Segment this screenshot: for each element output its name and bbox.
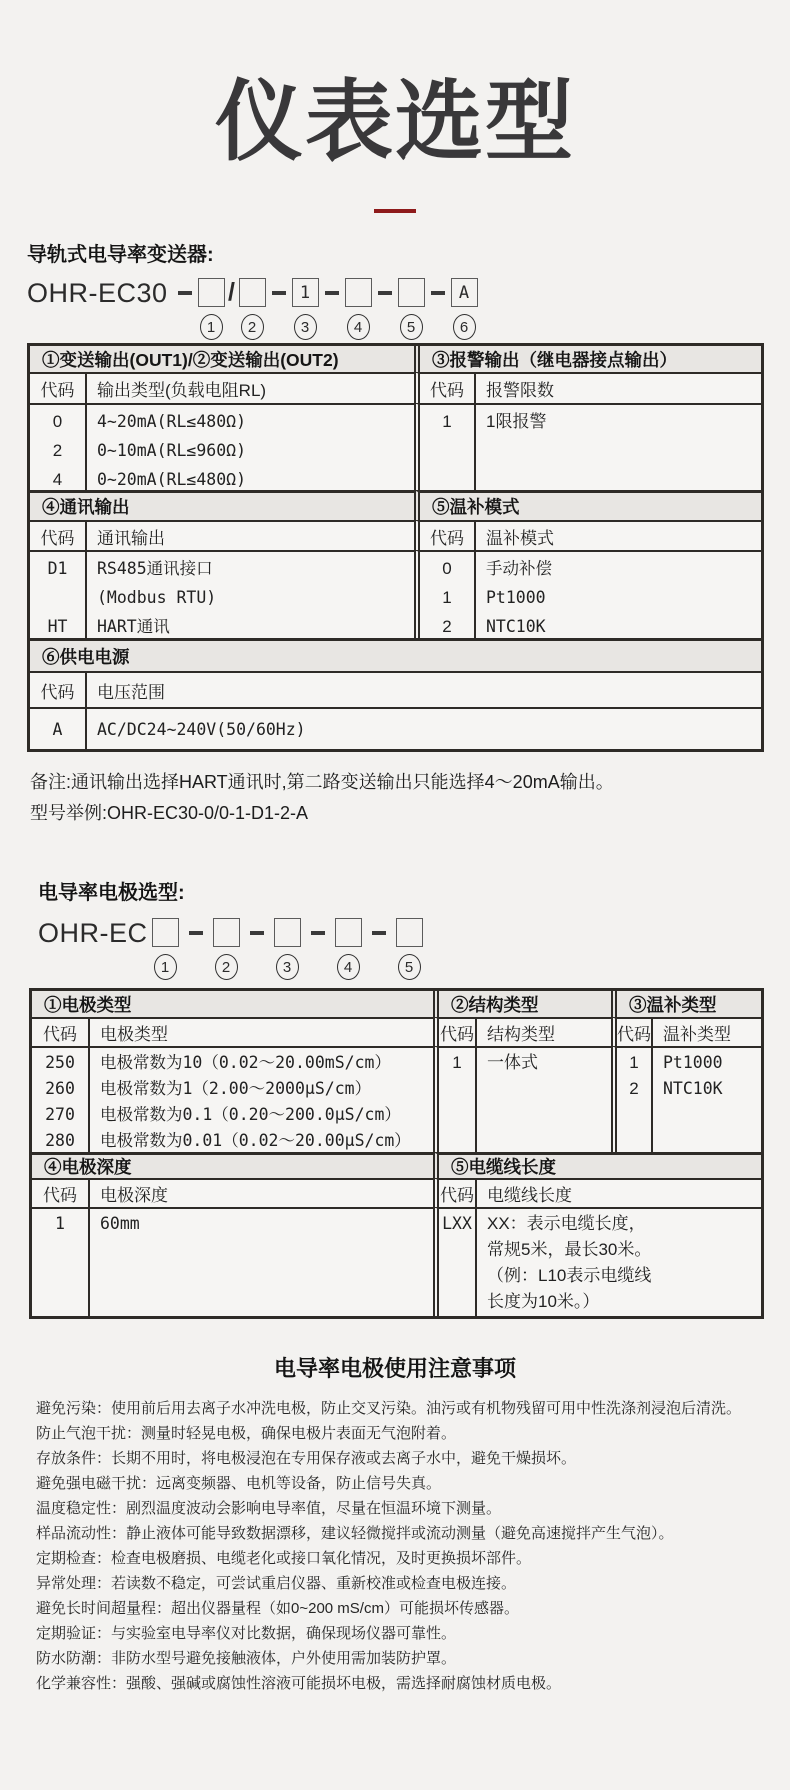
usage-note: 避免强电磁干扰：远离变频器、电机等设备，防止信号失真。 (36, 1475, 442, 1492)
table2-depth-label: 电极深度 (88, 1178, 433, 1207)
circle-number-1: 1 (200, 314, 223, 340)
model-segment-3 (274, 918, 301, 980)
table1-temp-codes: 0 1 2 (414, 550, 474, 638)
model-prefix: OHR-EC30 (27, 278, 168, 308)
table2-depth-desc: 60mm (88, 1207, 433, 1316)
circle-number-5: 5 (398, 954, 421, 980)
circle-number-6: 6 (453, 314, 476, 340)
option-box-3: 1 (292, 278, 319, 307)
electrode-selection-table (29, 988, 764, 1319)
dash-separator (321, 278, 343, 307)
table1-sec4-header: ④通讯输出 (30, 490, 414, 520)
table2-sec5-header: ⑤电缆线长度 (433, 1152, 761, 1178)
model-prefix: OHR-EC (38, 918, 148, 948)
table2-tempcomp-label: 温补类型 (651, 1017, 761, 1046)
dash-separator (374, 278, 396, 307)
usage-note: 存放条件：长期不用时，将电极浸泡在专用保存液或去离子水中，避免干燥损坏。 (36, 1450, 577, 1467)
electrode-heading: 电导率电极选型: (38, 882, 185, 904)
model-segment-1 (198, 278, 225, 340)
dash-separator (268, 278, 290, 307)
option-box-2 (239, 278, 266, 307)
table1-volt-label: 电压范围 (85, 671, 761, 707)
transmitter-model-code (27, 278, 478, 340)
usage-notes (36, 1396, 766, 1696)
table1-temp-descs: 手动补偿 Pt1000 NTC10K (474, 550, 761, 638)
table1-volt-code: A (30, 707, 85, 749)
table1-sec12-header: ①变送输出(OUT1)/②变送输出(OUT2) (30, 346, 414, 372)
usage-note: 避免长时间超量程：超出仪器量程（如0~200 mS/cm）可能损坏传感器。 (36, 1600, 519, 1617)
table1-code-label: 代码 (414, 372, 474, 403)
circle-number-3: 3 (276, 954, 299, 980)
table1-volt-desc: AC/DC24~240V(50/60Hz) (85, 707, 761, 749)
remark-note: 备注:通讯输出选择HART通讯时,第二路变送输出只能选择4～20mA输出。 (30, 772, 614, 792)
table1-comm-codes: D1 HT (30, 550, 85, 638)
dash-separator (242, 918, 272, 947)
table2-structure-descs: 一体式 (475, 1046, 611, 1152)
table2-electrode-type-label: 电极类型 (88, 1017, 433, 1046)
usage-note: 防止气泡干扰：测量时轻晃电极，确保电极片表面无气泡附着。 (36, 1425, 457, 1442)
table2-electrode-descs: 电极常数为10（0.02～20.00mS/cm） 电极常数为1（2.00～2000μS/cm） 电极常数为0.1（0.20～200.0μS/cm） 电极常数为0.01（0.02～20.00μS/cm） (88, 1046, 433, 1152)
circle-number-4: 4 (347, 314, 370, 340)
table1-code-label: 代码 (30, 671, 85, 707)
table1-code-label: 代码 (414, 520, 474, 550)
table2-code-label: 代码 (611, 1017, 651, 1046)
model-example: 型号举例:OHR-EC30-0/0-1-D1-2-A (30, 803, 309, 823)
dash-separator (303, 918, 333, 947)
usage-note: 异常处理：若读数不稳定，可尝试重启仪器、重新校准或检查电极连接。 (36, 1575, 517, 1592)
electrode-model-code (38, 918, 423, 980)
option-box-1 (152, 918, 179, 947)
table1-output-type-label: 输出类型(负载电阻RL) (85, 372, 414, 403)
table2-depth-code: 1 (32, 1207, 88, 1316)
table1-output-descs: 4~20mA(RL≤480Ω) 0~10mA(RL≤960Ω) 0~20mA(RL≤480Ω) (85, 403, 414, 490)
model-segment-2 (239, 278, 266, 340)
table1-alarm-codes: 1 (414, 403, 474, 490)
table2-tempcomp-codes: 1 2 (611, 1046, 651, 1152)
table1-alarm-label: 报警限数 (474, 372, 761, 403)
dash-separator (181, 918, 211, 947)
model-segment-4 (345, 278, 372, 340)
circle-number-5: 5 (400, 314, 423, 340)
option-box-2 (213, 918, 240, 947)
option-box-5 (398, 278, 425, 307)
table1-alarm-descs: 1限报警 (474, 403, 761, 490)
table1-code-label: 代码 (30, 520, 85, 550)
table2-cable-label: 电缆线长度 (475, 1178, 761, 1207)
table1-sec5-header: ⑤温补模式 (414, 490, 761, 520)
page-title: 仪表选型 (214, 72, 575, 171)
option-box-4 (345, 278, 372, 307)
model-segment-6 (451, 278, 478, 340)
usage-note: 温度稳定性：剧烈温度波动会影响电导率值，尽量在恒温环境下测量。 (36, 1500, 502, 1517)
option-box-5 (396, 918, 423, 947)
table2-cable-desc: XX：表示电缆长度， 常规5米，最长30米。 （例：L10表示电缆线 长度为10米。） (475, 1207, 761, 1316)
table1-output-codes: 0 2 4 (30, 403, 85, 490)
usage-note: 化学兼容性：强酸、强碱或腐蚀性溶液可能损坏电极，需选择耐腐蚀材质电极。 (36, 1675, 562, 1692)
table2-sec4-header: ④电极深度 (32, 1152, 433, 1178)
table2-code-label: 代码 (32, 1178, 88, 1207)
model-segment-3 (292, 278, 319, 340)
circle-number-3: 3 (294, 314, 317, 340)
usage-note: 定期检查：检查电极磨损、电缆老化或接口氧化情况，及时更换损坏部件。 (36, 1550, 532, 1567)
table2-structure-codes: 1 (433, 1046, 475, 1152)
table2-sec3-header: ③温补类型 (611, 991, 761, 1017)
transmitter-heading: 导轨式电导率变送器: (27, 244, 214, 266)
transmitter-selection-table (27, 343, 764, 752)
dash-separator (364, 918, 394, 947)
option-box-4 (335, 918, 362, 947)
table2-electrode-codes: 250 260 270 280 (32, 1046, 88, 1152)
model-segment-5 (398, 278, 425, 340)
model-segment-1 (152, 918, 179, 980)
table1-sec3-header: ③报警输出（继电器接点输出） (414, 346, 761, 372)
table1-code-label: 代码 (30, 372, 85, 403)
usage-note: 防水防潮：非防水型号避免接触液体，户外使用需加装防护罩。 (36, 1650, 457, 1667)
table2-sec1-header: ①电极类型 (32, 991, 433, 1017)
usage-note: 避免污染：使用前后用去离子水冲洗电极，防止交叉污染。油污或有机物残留可用中性洗涤剂浸泡后清洗。 (36, 1400, 742, 1417)
table2-code-label: 代码 (433, 1178, 475, 1207)
usage-note: 定期验证：与实验室电导率仪对比数据，确保现场仪器可靠性。 (36, 1625, 457, 1642)
option-box-1 (198, 278, 225, 307)
table2-sec2-header: ②结构类型 (433, 991, 611, 1017)
table2-tempcomp-descs: Pt1000 NTC10K (651, 1046, 761, 1152)
circle-number-4: 4 (337, 954, 360, 980)
model-segment-2 (213, 918, 240, 980)
table2-code-label: 代码 (433, 1017, 475, 1046)
table1-temp-label: 温补模式 (474, 520, 761, 550)
dash-separator (174, 278, 196, 307)
usage-heading: 电导率电极使用注意事项 (273, 1356, 516, 1381)
dash-separator (427, 278, 449, 307)
table2-structure-label: 结构类型 (475, 1017, 611, 1046)
usage-note: 样品流动性：静止液体可能导致数据漂移，建议轻微搅拌或流动测量（避免高速搅拌产生气泡）。 (36, 1525, 674, 1542)
circle-number-2: 2 (215, 954, 238, 980)
table1-sec6-header: ⑥供电电源 (30, 638, 761, 671)
option-box-3 (274, 918, 301, 947)
table1-comm-descs: RS485通讯接口 (Modbus RTU) HART通讯 (85, 550, 414, 638)
circle-number-1: 1 (154, 954, 177, 980)
red-divider (374, 209, 416, 213)
model-segment-4 (335, 918, 362, 980)
slash-separator: / (228, 278, 235, 306)
table1-comm-label: 通讯输出 (85, 520, 414, 550)
table2-cable-code: LXX (433, 1207, 475, 1316)
model-segment-5 (396, 918, 423, 980)
circle-number-2: 2 (241, 314, 264, 340)
option-box-6: A (451, 278, 478, 307)
table2-code-label: 代码 (32, 1017, 88, 1046)
